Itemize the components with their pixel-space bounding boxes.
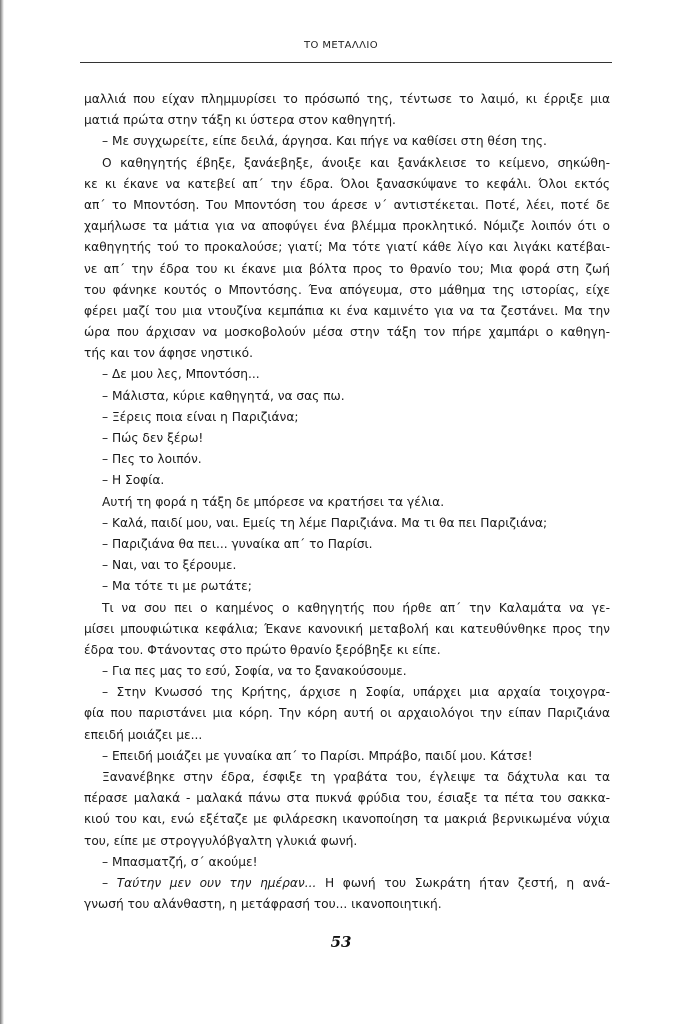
- text-line: – Πες το λοιπόν.: [102, 452, 202, 467]
- text-line: – Ναι, ναι το ξέρουμε.: [102, 558, 237, 573]
- text-line: μίσει μπουφιώτικα κεφάλια; Έκανε κανονική μεταβολή και κατευθύνθηκε προς την: [84, 621, 610, 636]
- text-line: του φάνηκε κουτός ο Μποντόσης. Ένα απόγευμα, στο μάθημα της ιστορίας, είχε: [84, 282, 610, 297]
- text-line: – Καλά, παιδί μου, ναι. Εμείς τη λέμε Παριζιάνα. Μα τι θα πει Παριζιάνα;: [102, 515, 548, 530]
- page-number: 53: [330, 933, 352, 951]
- text-line: – Μάλιστα, κύριε καθηγητά, να σας πω.: [102, 388, 345, 403]
- text-line: – Με συγχωρείτε, είπε δειλά, άργησα. Και πήγε να καθίσει στη θέση της.: [102, 134, 547, 149]
- text-line: πέρασε μαλακά - μαλακά πάνω στα πυκνά φρύδια του, έσιαξε τα πέτα του σακκα-: [84, 791, 610, 806]
- text-line: χαμήλωσε τα μάτια για να αποφύγει ένα βλέμμα προκλητικό. Νόμιζε λοιπόν ότι ο: [84, 219, 610, 234]
- page-edge-shadow: [0, 0, 4, 1024]
- text-line: Αυτή τη φορά η τάξη δε μπόρεσε να κρατήσει τα γέλια.: [102, 494, 445, 509]
- text-line: – Δε μου λες, Μποντόση...: [102, 367, 260, 382]
- text-line: – Μπασματζή, σ΄ ακούμε!: [102, 854, 258, 869]
- text-line: ματιά πρώτα στην τάξη κι ύστερα στον καθηγητή.: [84, 113, 396, 128]
- body-text: [84, 89, 610, 915]
- text-line: φία που παριστάνει μια κόρη. Την κόρη αυτή οι αρχαιολόγοι την είπαν Παριζιάνα: [84, 706, 610, 721]
- text-line: γνωσή του αλάνθαστη, η μετάφρασή του... ικανοποιητική.: [84, 897, 442, 912]
- text-line: – Στην Κνωσσό της Κρήτης, άρχισε η Σοφία, υπάρχει μια αρχαία τοιχογρα-: [102, 685, 610, 700]
- text-line: έδρα του. Φτάνοντας στο πρώτο θρανίο ξερόβηξε κι είπε.: [84, 642, 441, 657]
- text-line: – Η Σοφία.: [102, 473, 165, 488]
- text-line: – Μα τότε τι με ρωτάτε;: [102, 579, 252, 594]
- text-line: Τι να σου πει ο καημένος ο καθηγητής που ήρθε απ΄ την Καλαμάτα να γε-: [102, 600, 610, 615]
- text-line: – Ξέρεις ποια είναι η Παριζιάνα;: [102, 409, 299, 424]
- text-line: κε κι έκανε να κατεβεί απ΄ την έδρα. Όλοι ξανασκύψανε το κεφάλι. Όλοι εκτός: [84, 176, 610, 191]
- text-line: κιού του και, ενώ εξέταζε με φιλάρεσκη ικανοποίηση τα μακριά βερνικωμένα νύχια: [84, 812, 610, 827]
- text-line: – Πώς δεν ξέρω!: [102, 431, 204, 445]
- text-line: του, είπε με στρογγυλόβγαλτη γλυκιά φωνή.: [84, 833, 358, 848]
- text-line: Ξανανέβηκε στην έδρα, έσφιξε τη γραβάτα του, έγλειψε τα δάχτυλα και τα: [102, 770, 610, 784]
- text-line: – Για πες μας το εσύ, Σοφία, να το ξανακούσουμε.: [102, 664, 407, 679]
- text-line-rest: Η φωνή του Σωκράτη ήταν ζεστή, η ανά-: [316, 875, 610, 890]
- text-line: ώρα που άρχισαν να μοσκοβολούν μέσα στην τάξη τον πήρε χαμπάρι ο καθηγη-: [84, 325, 610, 340]
- text-line: επειδή μοιάζει με...: [84, 727, 203, 742]
- text-line: νε απ΄ την έδρα του κι έκανε μια βόλτα προς το θρανίο του; Μια φορά στη ζωή: [84, 261, 610, 276]
- text-line: – Επειδή μοιάζει με γυναίκα απ΄ το Παρίσι. Μπράβο, παιδί μου. Κάτσε!: [102, 748, 533, 763]
- text-line: καθηγητής τού το προκαλούσε; γιατί; Μα τότε γιατί κάθε λίγο και λιγάκι κατέβαι-: [84, 240, 610, 255]
- text-line: μαλλιά που είχαν πλημμυρίσει το πρόσωπό της, τέντωσε το λαιμό, κι έρριξε μια: [84, 92, 610, 106]
- text-line: φέρει μαζί του μια ντουζίνα κεμπάπια κι ένα καμινέτο για να τα ζεστάνει. Μα την: [84, 303, 610, 318]
- text-line: – Παριζιάνα θα πει... γυναίκα απ΄ το Παρίσι.: [102, 536, 373, 551]
- header-rule: [80, 62, 612, 63]
- text-line: τής και τον άφησε νηστικό.: [84, 346, 253, 361]
- text-line: απ΄ το Μποντόση. Του Μποντόση του άρεσε ν΄ αντιστέκεται. Ποτέ, λέει, ποτέ δε: [84, 197, 610, 212]
- running-header: ΤΟ ΜΕΤΑΛΛΙΟ: [304, 40, 378, 51]
- text-line: [84, 873, 610, 894]
- text-line: Ο καθηγητής έβηξε, ξανάεβηξε, άνοιξε και ξανάκλεισε το κείμενο, σηκώθη-: [102, 155, 610, 170]
- italic-phrase: – Ταύτην μεν ουν την ημέραν...: [102, 875, 317, 890]
